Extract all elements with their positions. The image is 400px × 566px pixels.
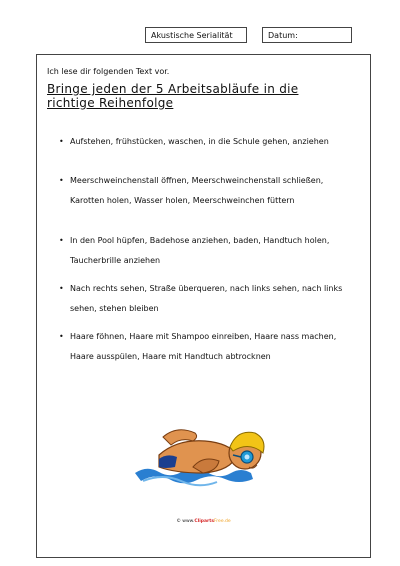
date-label: Datum: — [268, 31, 298, 40]
list-item-text: Haare föhnen, Haare mit Shampoo einreiben, Haare nass machen, Haare ausspülen, Haare mit Handtuch abtrocknen — [70, 332, 337, 361]
list-item — [59, 327, 359, 367]
task-heading: Bringe jeden der 5 Arbeitsabläufe in die richtige Reihenfolge — [47, 82, 299, 110]
bullet: • — [59, 236, 64, 245]
bullet: • — [59, 176, 64, 185]
swimmer-icon — [133, 415, 273, 491]
credit-suffix: Free.de — [214, 519, 231, 524]
date-field[interactable] — [262, 27, 352, 43]
copyright-credit — [37, 519, 370, 524]
list-item — [59, 171, 359, 211]
intro-text: Ich lese dir folgenden Text vor. — [47, 67, 170, 76]
bullet: • — [59, 137, 64, 146]
worksheet-frame — [36, 54, 371, 558]
bullet: • — [59, 284, 64, 293]
list-item-text: In den Pool hüpfen, Badehose anziehen, baden, Handtuch holen, Taucherbrille anziehen — [70, 236, 330, 265]
list-item-text: Meerschweinchenstall öffnen, Meerschweinchenstall schließen, Karotten holen, Wasser holen, Meerschweinchen füttern — [70, 176, 324, 205]
topic-field — [145, 27, 247, 43]
list-item-text: Aufstehen, frühstücken, waschen, in die Schule gehen, anziehen — [70, 137, 329, 146]
list-item — [59, 231, 359, 271]
list-item — [59, 132, 359, 152]
bullet: • — [59, 332, 64, 341]
list-item — [59, 279, 359, 319]
list-item-text: Nach rechts sehen, Straße überqueren, nach links sehen, nach links sehen, stehen bleiben — [70, 284, 343, 313]
topic-label: Akustische Serialität — [151, 31, 233, 40]
credit-prefix: © www. — [176, 519, 195, 524]
credit-brand: Cliparts — [194, 519, 215, 524]
